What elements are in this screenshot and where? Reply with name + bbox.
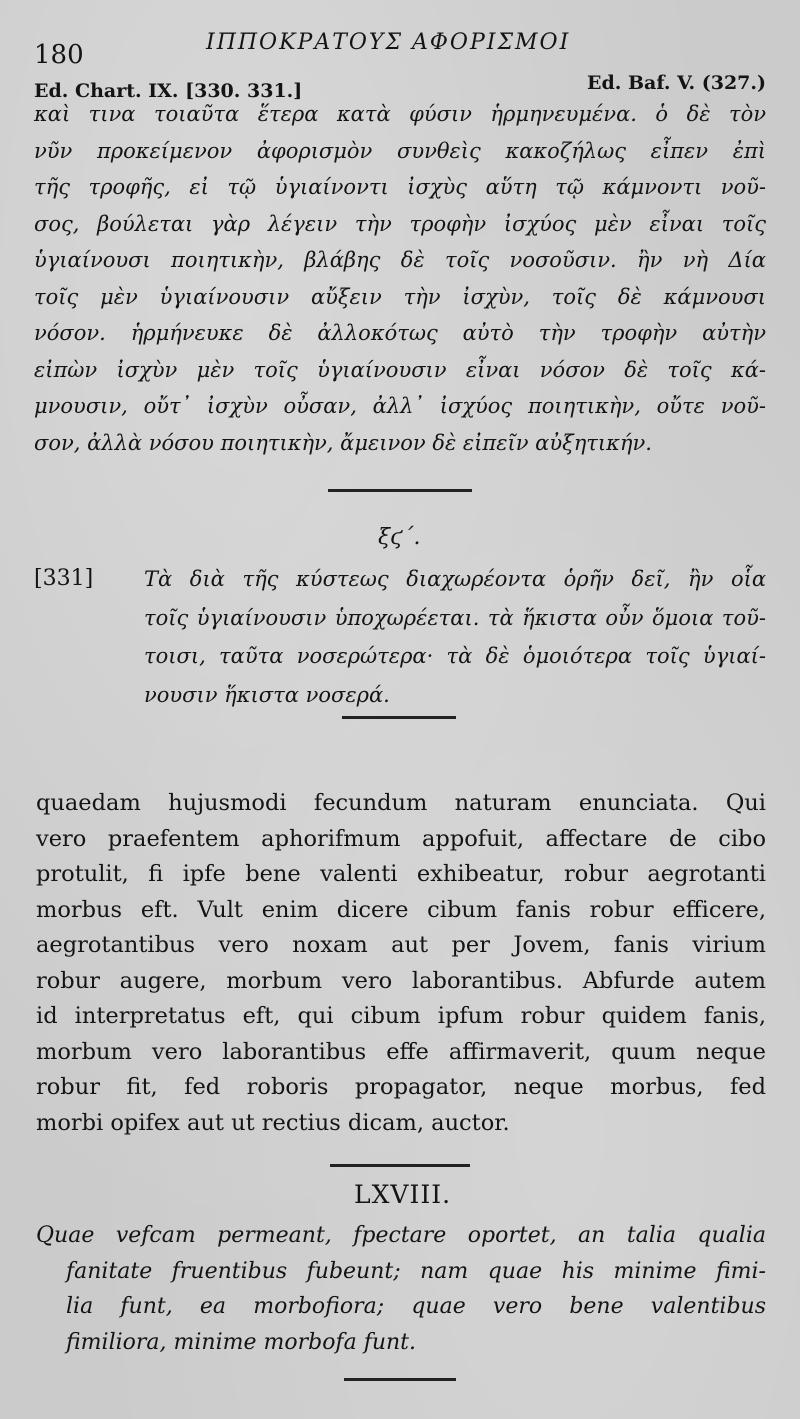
latin-section-number: LXVIII. (354, 1180, 452, 1209)
greek-commentary-line: τῆς τροφῆς, εἰ τῷ ὑγιαίνοντι ἰσχὺς αὕτη τῷ κάμνοντι νοῦ- (34, 175, 766, 199)
running-title: ΙΠΠΟΚΡΑΤΟΥΣ ΑΦΟΡΙΣΜΟΙ (206, 30, 571, 55)
greek-aphorism (144, 560, 766, 714)
section-divider (344, 1378, 456, 1381)
section-divider (328, 489, 472, 492)
latin-commentary-line: vero praefentem aphorifmum appofuit, affectare de cibo (36, 825, 766, 852)
latin-commentary-line: morbum vero laborantibus effe affirmaverit, quum neque (36, 1038, 766, 1065)
edition-reference-left: Ed. Chart. IX. [330. 331.] (34, 80, 303, 102)
latin-commentary-line: id interpretatus eft, qui cibum ipfum robur quidem fanis, (36, 1003, 766, 1029)
greek-commentary-line: ὑγιαίνουσι ποιητικὴν, βλάβης δὲ τοῖς νοσοῦσιν. ἢν νὴ Δία (34, 248, 766, 272)
greek-commentary-line: μνουσιν, οὔτ᾽ ἰσχὺν οὖσαν, ἀλλ᾽ ἰσχύος ποιητικὴν, οὔτε νοῦ- (34, 394, 766, 418)
greek-commentary-line: καὶ τινα τοιαῦτα ἕτερα κατὰ φύσιν ἡρμηνευμένα. ὁ δὲ τὸν (34, 102, 766, 126)
latin-commentary-line: robur fit, fed roboris propagator, neque morbus, fed (36, 1074, 766, 1100)
latin-commentary-line: protulit, fi ipfe bene valenti exhibeatur, robur aegrotanti (36, 861, 766, 887)
latin-aphorism-line: fanitate fruentibus fubeunt; nam quae his minime fimi- (66, 1258, 766, 1284)
section-divider (342, 716, 456, 719)
section-divider (330, 1164, 470, 1167)
greek-aphorism-line: νουσιν ἥκιστα νοσερά. (144, 682, 390, 707)
greek-commentary-line: νόσον. ἡρμήνευκε δὲ ἀλλοκότως αὐτὸ τὴν τροφὴν αὐτὴν (34, 321, 766, 345)
latin-commentary-line: robur augere, morbum vero laborantibus. Abfurde autem (36, 967, 766, 994)
edition-reference-right: Ed. Baf. V. (327.) (587, 72, 766, 94)
latin-aphorism-line: fimiliora, minime morbofa funt. (66, 1329, 417, 1355)
greek-commentary-line: εἰπὼν ἰσχὺν μὲν τοῖς ὑγιαίνουσιν εἶναι νόσον δὲ τοῖς κά- (34, 357, 766, 382)
latin-commentary (36, 786, 766, 1141)
greek-commentary (34, 96, 766, 461)
greek-commentary-line: τοῖς μὲν ὑγιαίνουσιν αὔξειν τὴν ἰσχὺν, τοῖς δὲ κάμνουσι (34, 284, 766, 309)
latin-aphorism (36, 1218, 766, 1360)
latin-aphorism-line: Quae vefcam permeant, fpectare oportet, an talia qualia (36, 1223, 766, 1248)
greek-section-number: ξϛ΄. (378, 525, 421, 550)
greek-commentary-line: σος, βούλεται γὰρ λέγειν τὴν τροφὴν ἰσχύος μὲν εἶναι τοῖς (34, 211, 766, 236)
greek-aphorism-line: Τὰ διὰ τῆς κύστεως διαχωρέοντα ὁρῆν δεῖ, ἢν οἷα (144, 567, 766, 591)
greek-aphorism-line: τοῖς ὑγιαίνουσιν ὑποχωρέεται. τὰ ἥκιστα οὖν ὅμοια τοῦ- (144, 605, 766, 630)
greek-commentary-line: νῦν προκείμενον ἀφορισμὸν συνθεὶς κακοζήλως εἶπεν ἐπὶ (34, 138, 766, 163)
latin-commentary-line: morbus eft. Vult enim dicere cibum fanis robur efficere, (36, 896, 766, 923)
page-number: 180 (34, 40, 84, 70)
latin-commentary-line: quaedam hujusmodi fecundum naturam enunciata. Qui (36, 790, 766, 816)
aphorism-number: [331] (34, 566, 94, 591)
latin-commentary-line: aegrotantibus vero noxam aut per Jovem, fanis virium (36, 932, 766, 958)
greek-commentary-line: σον, ἀλλὰ νόσου ποιητικὴν, ἄμεινον δὲ εἰπεῖν αὐξητικήν. (34, 430, 652, 455)
latin-commentary-line: morbi opifex aut ut rectius dicam, auctor. (36, 1109, 510, 1136)
greek-aphorism-line: τοισι, ταῦτα νοσερώτερα· τὰ δὲ ὁμοιότερα τοῖς ὑγιαί- (144, 644, 766, 668)
latin-aphorism-line: lia funt, ea morbofiora; quae vero bene valentibus (66, 1294, 766, 1319)
